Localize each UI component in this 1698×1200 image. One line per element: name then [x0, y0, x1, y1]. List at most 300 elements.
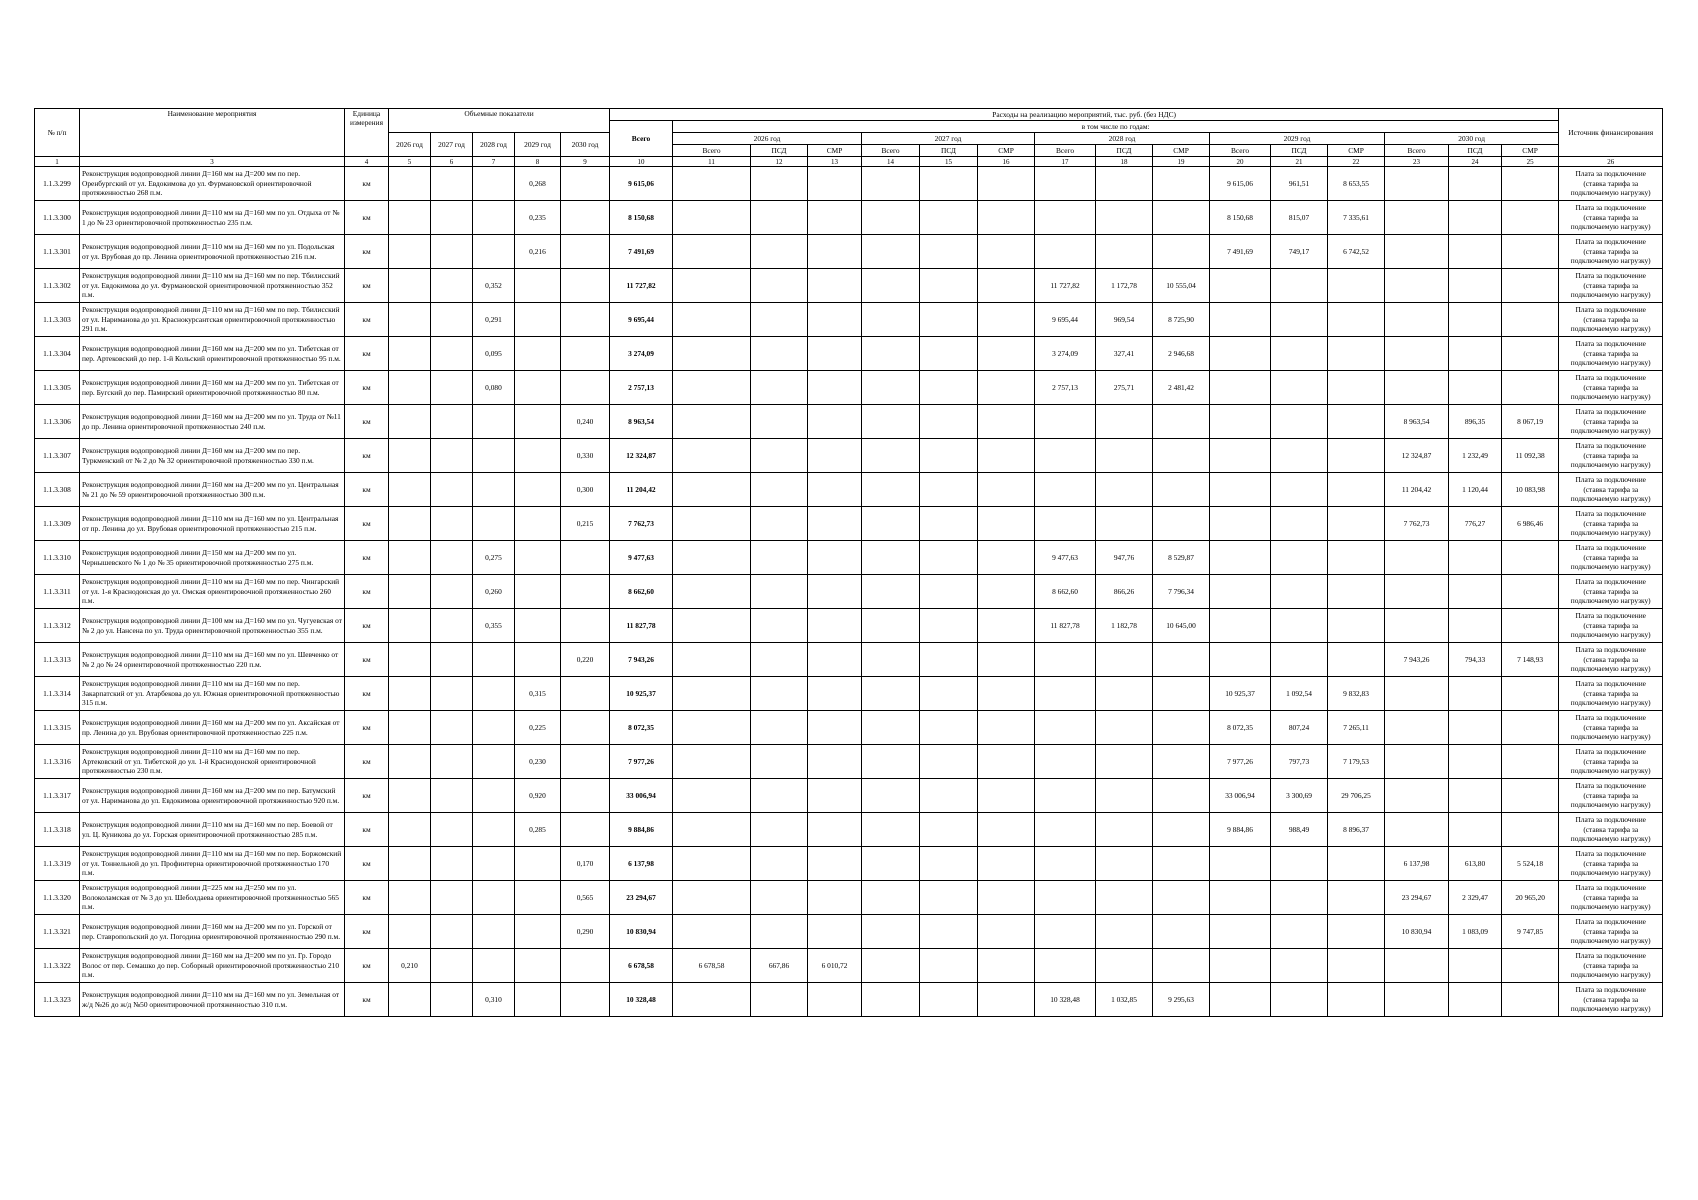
- table-row: [35, 507, 1663, 541]
- volume-2029: [515, 269, 561, 303]
- cost-2027-psd: [920, 439, 978, 473]
- volume-2029: [515, 473, 561, 507]
- volume-2028: [473, 949, 515, 983]
- cost-2026-total: [673, 439, 751, 473]
- unit: км: [345, 371, 389, 405]
- cost-2028-psd: 969,54: [1096, 303, 1153, 337]
- measure-name: Реконструкция водопроводной линии Д=110 мм на Д=160 мм по ул. Центральная от пр. Ленина до ул. Врубовая ориентировочной протяженностью 215 п.м.: [80, 507, 345, 541]
- volume-2028: [473, 779, 515, 813]
- total-cost: 6 137,98: [610, 847, 673, 881]
- volume-2029: 0,235: [515, 201, 561, 235]
- volume-2030: [561, 167, 610, 201]
- cost-2028-psd: [1096, 405, 1153, 439]
- unit: км: [345, 779, 389, 813]
- cost-2026-total: [673, 575, 751, 609]
- cost-2030-smr: 20 965,20: [1502, 881, 1559, 915]
- cost-2026-psd: [751, 201, 808, 235]
- volume-2029: [515, 643, 561, 677]
- row-number: 1.1.3.321: [35, 915, 80, 949]
- cost-2026-total: [673, 167, 751, 201]
- measure-name: Реконструкция водопроводной линии Д=110 мм на Д=160 мм по пер. Артековский от ул. Тибетской до ул. 1-й Краснодонской ориентировочной протяженностью 230 п.м.: [80, 745, 345, 779]
- volume-2027: [431, 915, 473, 949]
- subhead-2029-smr: СМР: [1328, 145, 1385, 157]
- cost-2027-psd: [920, 813, 978, 847]
- subhead-2029-total: Всего: [1210, 145, 1271, 157]
- cost-2029-total: [1210, 439, 1271, 473]
- financing-source-line: подключаемую нагрузку): [1570, 358, 1651, 368]
- cost-2026-total: [673, 541, 751, 575]
- measure-name: Реконструкция водопроводной линии Д=160 мм на Д=200 мм по ул. Гр. Городо Волос от пер. Семашко до пер. Соборный ориентировочной протяженностью 210 п.м.: [80, 949, 345, 983]
- volume-2028: 0,355: [473, 609, 515, 643]
- financing-source-line: подключаемую нагрузку): [1570, 596, 1651, 606]
- subhead-2027-psd: ПСД: [920, 145, 978, 157]
- cost-2030-smr: 9 747,85: [1502, 915, 1559, 949]
- cost-2028-total: [1035, 643, 1096, 677]
- cost-2029-psd: 961,51: [1271, 167, 1328, 201]
- cost-2030-psd: [1449, 303, 1502, 337]
- volume-2028: [473, 405, 515, 439]
- cost-2028-psd: 1 182,78: [1096, 609, 1153, 643]
- column-number: 25: [1502, 157, 1559, 167]
- cost-2028-smr: [1153, 201, 1210, 235]
- cost-2028-total: [1035, 847, 1096, 881]
- column-number: 10: [610, 157, 673, 167]
- volume-2027: [431, 983, 473, 1017]
- cost-2029-total: [1210, 541, 1271, 575]
- cost-2027-smr: [978, 235, 1035, 269]
- cost-2026-smr: [808, 813, 862, 847]
- cost-2029-total: [1210, 847, 1271, 881]
- cost-2029-total: 8 150,68: [1210, 201, 1271, 235]
- cost-2030-psd: [1449, 575, 1502, 609]
- cost-2026-smr: [808, 201, 862, 235]
- volume-2029: 0,285: [515, 813, 561, 847]
- column-number: 23: [1385, 157, 1449, 167]
- cost-2027-total: [862, 405, 920, 439]
- table-row: [35, 847, 1663, 881]
- column-number: 8: [515, 157, 561, 167]
- unit: км: [345, 745, 389, 779]
- financing-source-line: Плата за подключение: [1575, 271, 1646, 281]
- row-number: 1.1.3.301: [35, 235, 80, 269]
- financing-source-line: (ставка тарифа за: [1583, 314, 1639, 324]
- cost-2026-smr: [808, 439, 862, 473]
- cost-2028-total: [1035, 949, 1096, 983]
- cost-2028-smr: [1153, 711, 1210, 745]
- financing-source: [1559, 337, 1663, 371]
- row-number: 1.1.3.303: [35, 303, 80, 337]
- column-number: 14: [862, 157, 920, 167]
- cost-2030-total: 6 137,98: [1385, 847, 1449, 881]
- volume-2028: 0,080: [473, 371, 515, 405]
- financing-source-line: подключаемую нагрузку): [1570, 936, 1651, 946]
- cost-2030-psd: [1449, 235, 1502, 269]
- financing-source-line: (ставка тарифа за: [1583, 450, 1639, 460]
- financing-source: [1559, 541, 1663, 575]
- measure-name: Реконструкция водопроводной линии Д=110 мм на Д=160 мм по пер. Тбилисский от ул. Евдокимова до ул. Фурмановской ориентировочной протяженностью 352 п.м.: [80, 269, 345, 303]
- volume-2028: 0,352: [473, 269, 515, 303]
- volume-2026: [389, 677, 431, 711]
- cost-2026-smr: [808, 983, 862, 1017]
- cost-2026-total: [673, 779, 751, 813]
- volume-2026: [389, 983, 431, 1017]
- cost-2030-total: [1385, 541, 1449, 575]
- total-cost: 7 491,69: [610, 235, 673, 269]
- cost-2027-total: [862, 303, 920, 337]
- row-number: 1.1.3.320: [35, 881, 80, 915]
- cost-2026-psd: [751, 677, 808, 711]
- volume-2030: [561, 677, 610, 711]
- cost-2027-total: [862, 201, 920, 235]
- cost-2027-psd: [920, 881, 978, 915]
- cost-2030-smr: 5 524,18: [1502, 847, 1559, 881]
- financing-source: [1559, 507, 1663, 541]
- cost-2030-total: 12 324,87: [1385, 439, 1449, 473]
- column-number: 17: [1035, 157, 1096, 167]
- cost-2026-total: [673, 201, 751, 235]
- cost-2030-smr: [1502, 303, 1559, 337]
- volume-2030: [561, 575, 610, 609]
- cost-2028-smr: [1153, 949, 1210, 983]
- cost-2029-psd: [1271, 575, 1328, 609]
- cost-2029-smr: [1328, 915, 1385, 949]
- cost-2027-smr: [978, 575, 1035, 609]
- cost-2026-total: [673, 609, 751, 643]
- cost-2028-smr: [1153, 881, 1210, 915]
- volume-2028: [473, 847, 515, 881]
- cost-2029-smr: [1328, 337, 1385, 371]
- financing-source: [1559, 371, 1663, 405]
- financing-source: [1559, 983, 1663, 1017]
- row-number: 1.1.3.310: [35, 541, 80, 575]
- cost-2028-total: [1035, 813, 1096, 847]
- financing-source-line: подключаемую нагрузку): [1570, 290, 1651, 300]
- cost-2030-psd: 896,35: [1449, 405, 1502, 439]
- cost-2030-smr: 6 986,46: [1502, 507, 1559, 541]
- cost-2028-psd: [1096, 507, 1153, 541]
- cost-2027-smr: [978, 303, 1035, 337]
- cost-2026-psd: [751, 405, 808, 439]
- volume-2026: [389, 303, 431, 337]
- volume-2027: [431, 779, 473, 813]
- investment-program-table: [34, 108, 1663, 1017]
- cost-2027-psd: [920, 847, 978, 881]
- measure-name: Реконструкция водопроводной линии Д=110 мм на Д=160 мм по ул. Земельная от ж/д №26 до ж/д №50 ориентировочной протяженностью 310 п.м.: [80, 983, 345, 1017]
- unit: км: [345, 847, 389, 881]
- cost-2029-psd: 749,17: [1271, 235, 1328, 269]
- cost-2030-psd: [1449, 677, 1502, 711]
- expense-year-2028: 2028 год: [1035, 133, 1210, 145]
- volume-2027: [431, 711, 473, 745]
- cost-2027-psd: [920, 507, 978, 541]
- unit: км: [345, 983, 389, 1017]
- cost-2027-psd: [920, 201, 978, 235]
- cost-2028-smr: [1153, 643, 1210, 677]
- total-cost: 2 757,13: [610, 371, 673, 405]
- volume-2027: [431, 235, 473, 269]
- measure-name: Реконструкция водопроводной линии Д=160 мм на Д=200 мм по ул. Тибетская от пер. Бугский до пер. Памирский ориентировочной протяженностью 80 п.м.: [80, 371, 345, 405]
- cost-2027-psd: [920, 303, 978, 337]
- cost-2028-total: [1035, 201, 1096, 235]
- cost-2028-psd: [1096, 439, 1153, 473]
- volume-2028: [473, 201, 515, 235]
- cost-2028-total: [1035, 235, 1096, 269]
- cost-2029-smr: 7 179,53: [1328, 745, 1385, 779]
- cost-2026-psd: [751, 847, 808, 881]
- total-cost: 11 204,42: [610, 473, 673, 507]
- measure-name: Реконструкция водопроводной линии Д=160 мм на Д=200 мм по ул. Центральная № 21 до № 59 ориентировочной протяженностью 300 п.м.: [80, 473, 345, 507]
- cost-2026-total: [673, 745, 751, 779]
- total-cost: 11 827,78: [610, 609, 673, 643]
- unit: км: [345, 609, 389, 643]
- volume-2029: [515, 405, 561, 439]
- cost-2028-smr: [1153, 507, 1210, 541]
- financing-source: [1559, 643, 1663, 677]
- unit: км: [345, 439, 389, 473]
- volume-2030: [561, 745, 610, 779]
- cost-2028-smr: 10 645,00: [1153, 609, 1210, 643]
- unit: км: [345, 881, 389, 915]
- cost-2027-smr: [978, 677, 1035, 711]
- cost-2028-smr: [1153, 847, 1210, 881]
- cost-2029-psd: [1271, 949, 1328, 983]
- measure-name: Реконструкция водопроводной линии Д=160 мм на Д=200 мм по пер. Туркменский от № 2 до № 32 ориентировочной протяженностью 330 п.м.: [80, 439, 345, 473]
- total-cost: 11 727,82: [610, 269, 673, 303]
- column-number: 5: [389, 157, 431, 167]
- volume-2027: [431, 881, 473, 915]
- subhead-2028-total: Всего: [1035, 145, 1096, 157]
- row-number: 1.1.3.299: [35, 167, 80, 201]
- table-row: [35, 779, 1663, 813]
- row-number: 1.1.3.312: [35, 609, 80, 643]
- volume-2030: 0,300: [561, 473, 610, 507]
- cost-2027-total: [862, 473, 920, 507]
- volume-2026: [389, 915, 431, 949]
- subhead-2028-psd: ПСД: [1096, 145, 1153, 157]
- financing-source-line: подключаемую нагрузку): [1570, 494, 1651, 504]
- cost-2026-psd: [751, 711, 808, 745]
- cost-2026-psd: [751, 643, 808, 677]
- volume-2026: [389, 235, 431, 269]
- cost-2028-psd: [1096, 915, 1153, 949]
- financing-source: [1559, 847, 1663, 881]
- cost-2027-psd: [920, 915, 978, 949]
- row-number: 1.1.3.323: [35, 983, 80, 1017]
- unit: км: [345, 541, 389, 575]
- volume-2029: [515, 337, 561, 371]
- cost-2026-total: [673, 235, 751, 269]
- measure-name: Реконструкция водопроводной линии Д=160 мм на Д=200 мм по ул. Труда от №11 до пр. Ленина ориентировочной протяженностью 240 п.м.: [80, 405, 345, 439]
- cost-2028-psd: [1096, 949, 1153, 983]
- cost-2030-smr: [1502, 983, 1559, 1017]
- cost-2030-smr: 7 148,93: [1502, 643, 1559, 677]
- subhead-2026-total: Всего: [673, 145, 751, 157]
- subhead-2030-smr: СМР: [1502, 145, 1559, 157]
- cost-2029-psd: [1271, 303, 1328, 337]
- cost-2030-total: [1385, 337, 1449, 371]
- financing-source-line: подключаемую нагрузку): [1570, 970, 1651, 980]
- cost-2027-psd: [920, 269, 978, 303]
- volume-2028: 0,291: [473, 303, 515, 337]
- cost-2029-psd: 1 092,54: [1271, 677, 1328, 711]
- cost-2030-psd: 1 232,49: [1449, 439, 1502, 473]
- volume-2030: [561, 711, 610, 745]
- cost-2030-smr: [1502, 235, 1559, 269]
- cost-2026-smr: [808, 371, 862, 405]
- cost-2030-psd: [1449, 813, 1502, 847]
- total-cost: 8 150,68: [610, 201, 673, 235]
- volume-2028: [473, 711, 515, 745]
- total-cost: 10 830,94: [610, 915, 673, 949]
- cost-2028-smr: [1153, 779, 1210, 813]
- financing-source-line: (ставка тарифа за: [1583, 892, 1639, 902]
- table-row: [35, 915, 1663, 949]
- volume-2027: [431, 371, 473, 405]
- cost-2029-total: [1210, 609, 1271, 643]
- financing-source-line: Плата за подключение: [1575, 781, 1646, 791]
- measure-name: Реконструкция водопроводной линии Д=110 мм на Д=160 мм по пер. Боржомский от ул. Тоннельной до ул. Профинтерна ориентировочной протяженностью 170 п.м.: [80, 847, 345, 881]
- subhead-2026-psd: ПСД: [751, 145, 808, 157]
- cost-2027-total: [862, 915, 920, 949]
- total-cost: 12 324,87: [610, 439, 673, 473]
- financing-source-line: Плата за подключение: [1575, 985, 1646, 995]
- cost-2030-smr: [1502, 609, 1559, 643]
- financing-source-line: подключаемую нагрузку): [1570, 902, 1651, 912]
- volume-2026: [389, 541, 431, 575]
- cost-2026-psd: [751, 507, 808, 541]
- financing-source-line: подключаемую нагрузку): [1570, 766, 1651, 776]
- volume-2028: [473, 235, 515, 269]
- cost-2027-psd: [920, 541, 978, 575]
- cost-2027-total: [862, 779, 920, 813]
- cost-2027-total: [862, 337, 920, 371]
- financing-source-line: Плата за подключение: [1575, 509, 1646, 519]
- cost-2027-smr: [978, 167, 1035, 201]
- volume-year-2030: 2030 год: [561, 133, 610, 157]
- column-number: 16: [978, 157, 1035, 167]
- volume-2028: [473, 677, 515, 711]
- column-number: 6: [431, 157, 473, 167]
- volume-2027: [431, 473, 473, 507]
- volume-year-2028: 2028 год: [473, 133, 515, 157]
- cost-2026-smr: [808, 643, 862, 677]
- column-number: 19: [1153, 157, 1210, 167]
- cost-2029-smr: [1328, 303, 1385, 337]
- measure-name: Реконструкция водопроводной линии Д=160 мм на Д=200 мм по ул. Тибетская от пер. Артековский до пер. 1-й Кольский ориентировочной протяженностью 95 п.м.: [80, 337, 345, 371]
- measure-name: Реконструкция водопроводной линии Д=110 мм на Д=160 мм по ул. Шевченко от № 2 до № 24 ориентировочной протяженностью 220 п.м.: [80, 643, 345, 677]
- cost-2028-smr: 8 725,90: [1153, 303, 1210, 337]
- cost-2028-smr: [1153, 813, 1210, 847]
- financing-source-line: подключаемую нагрузку): [1570, 528, 1651, 538]
- cost-2030-smr: [1502, 167, 1559, 201]
- row-number: 1.1.3.304: [35, 337, 80, 371]
- cost-2028-smr: [1153, 439, 1210, 473]
- cost-2030-psd: 794,33: [1449, 643, 1502, 677]
- financing-source-line: Плата за подключение: [1575, 917, 1646, 927]
- volume-2026: [389, 269, 431, 303]
- cost-2030-psd: [1449, 541, 1502, 575]
- financing-source-line: (ставка тарифа за: [1583, 926, 1639, 936]
- header-total: Всего: [610, 121, 673, 157]
- volume-2028: [473, 167, 515, 201]
- cost-2026-total: [673, 405, 751, 439]
- cost-2030-psd: 1 083,09: [1449, 915, 1502, 949]
- financing-source: [1559, 745, 1663, 779]
- cost-2026-smr: [808, 711, 862, 745]
- cost-2030-psd: [1449, 711, 1502, 745]
- volume-2027: [431, 949, 473, 983]
- cost-2028-psd: 866,26: [1096, 575, 1153, 609]
- cost-2030-psd: [1449, 609, 1502, 643]
- financing-source-line: (ставка тарифа за: [1583, 756, 1639, 766]
- cost-2026-psd: [751, 983, 808, 1017]
- volume-year-2029: 2029 год: [515, 133, 561, 157]
- volume-2030: 0,565: [561, 881, 610, 915]
- volume-2028: [473, 643, 515, 677]
- financing-source: [1559, 949, 1663, 983]
- unit: км: [345, 507, 389, 541]
- volume-2030: [561, 371, 610, 405]
- unit: км: [345, 575, 389, 609]
- cost-2028-total: [1035, 473, 1096, 507]
- measure-name: Реконструкция водопроводной линии Д=225 мм на Д=250 мм по ул. Волоколамская от № 3 до ул. Шеболдаева ориентировочной протяженностью 565 п.м.: [80, 881, 345, 915]
- cost-2027-psd: [920, 643, 978, 677]
- cost-2028-smr: 7 796,34: [1153, 575, 1210, 609]
- cost-2028-total: [1035, 915, 1096, 949]
- table-row: [35, 201, 1663, 235]
- cost-2026-total: [673, 337, 751, 371]
- cost-2029-total: [1210, 983, 1271, 1017]
- cost-2027-smr: [978, 439, 1035, 473]
- row-number: 1.1.3.313: [35, 643, 80, 677]
- financing-source-line: Плата за подключение: [1575, 951, 1646, 961]
- unit: км: [345, 949, 389, 983]
- column-number: 4: [345, 157, 389, 167]
- cost-2030-total: 7 762,73: [1385, 507, 1449, 541]
- volume-2026: [389, 167, 431, 201]
- row-number: 1.1.3.309: [35, 507, 80, 541]
- row-number: 1.1.3.302: [35, 269, 80, 303]
- column-number: 1: [35, 157, 80, 167]
- volume-2027: [431, 643, 473, 677]
- cost-2029-total: 33 006,94: [1210, 779, 1271, 813]
- cost-2027-psd: [920, 575, 978, 609]
- cost-2030-total: [1385, 711, 1449, 745]
- financing-source: [1559, 439, 1663, 473]
- cost-2026-total: [673, 643, 751, 677]
- cost-2028-total: [1035, 745, 1096, 779]
- financing-source-line: подключаемую нагрузку): [1570, 426, 1651, 436]
- financing-source-line: Плата за подключение: [1575, 849, 1646, 859]
- header-unit: Единица измерения: [345, 109, 389, 157]
- measure-name: Реконструкция водопроводной линии Д=100 мм на Д=160 мм по ул. Чугуевская от № 2 до ул. Нансена по ул. Труда ориентировочной протяженностью 355 п.м.: [80, 609, 345, 643]
- volume-2028: 0,095: [473, 337, 515, 371]
- cost-2027-total: [862, 813, 920, 847]
- cost-2030-psd: 776,27: [1449, 507, 1502, 541]
- cost-2028-psd: 327,41: [1096, 337, 1153, 371]
- measure-name: Реконструкция водопроводной линии Д=160 мм на Д=200 мм по ул. Горской от пер. Ставропольский до ул. Погодина ориентировочной протяженностью 290 п.м.: [80, 915, 345, 949]
- financing-source-line: (ставка тарифа за: [1583, 688, 1639, 698]
- header-volume: Объемные показатели: [389, 109, 610, 133]
- cost-2027-psd: [920, 677, 978, 711]
- volume-2027: [431, 439, 473, 473]
- financing-source-line: Плата за подключение: [1575, 611, 1646, 621]
- cost-2030-psd: [1449, 337, 1502, 371]
- financing-source-line: подключаемую нагрузку): [1570, 256, 1651, 266]
- cost-2026-total: [673, 983, 751, 1017]
- financing-source-line: (ставка тарифа за: [1583, 178, 1639, 188]
- volume-2030: [561, 609, 610, 643]
